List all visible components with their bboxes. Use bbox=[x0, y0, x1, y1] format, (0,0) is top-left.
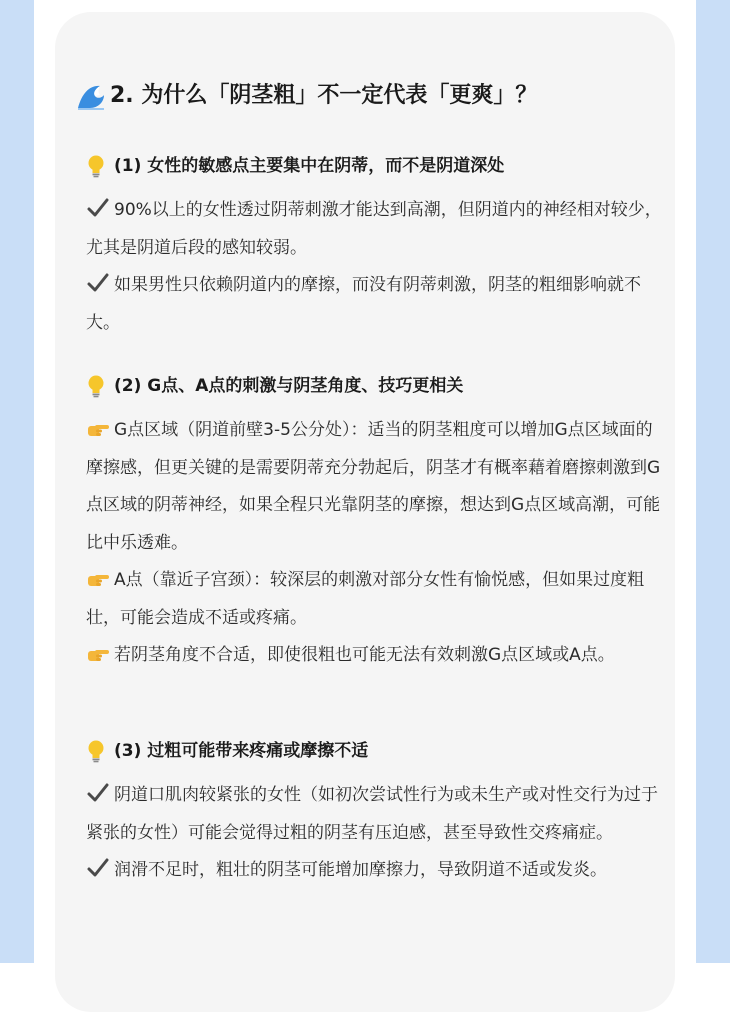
section-1-title-text: (1) 女性的敏感点主要集中在阴蒂，而不是阴道深处 bbox=[114, 156, 505, 176]
section-2-item-3-text: 若阴茎角度不合适，即使很粗也可能无法有效刺激G点区域或A点。 bbox=[114, 645, 615, 665]
pointing-hand-icon bbox=[86, 566, 112, 588]
section-3-item-2 bbox=[86, 852, 666, 890]
pointing-hand-icon bbox=[86, 641, 112, 663]
heading-text: 2. 为什么「阴茎粗」不一定代表「更爽」？ bbox=[110, 83, 538, 108]
section-3-item-1-text: 阴道口肌肉较紧张的女性（如初次尝试性行为或未生产或对性交行为过于紧张的女性）可能会觉得过粗的阴茎有压迫感，甚至导致性交疼痛症。 bbox=[86, 785, 658, 843]
section-1-item-1 bbox=[86, 192, 666, 267]
pointing-hand-icon bbox=[86, 416, 112, 438]
section-3 bbox=[86, 738, 666, 890]
section-3-item-2-text: 润滑不足时，粗壮的阴茎可能增加摩擦力，导致阴道不适或发炎。 bbox=[114, 860, 607, 880]
section-1 bbox=[86, 153, 666, 342]
section-2-item-1-text: G点区域（阴道前壁3-5公分处）：适当的阴茎粗度可以增加G点区域面的摩擦感，但更关键的是需要阴蒂充分勃起后，阴茎才有概率藉着磨擦刺激到G点区域的阴蒂神经，如果全程只光靠阴茎的摩擦，想达到G点区域高潮，可能比中乐透难。 bbox=[86, 420, 661, 553]
section-2-item-2 bbox=[86, 562, 666, 637]
lightbulb-icon bbox=[86, 739, 106, 763]
section-2-title-text: (2) G点、A点的刺激与阴茎角度、技巧更相关 bbox=[114, 376, 464, 396]
section-2-item-1 bbox=[86, 412, 666, 562]
wave-icon bbox=[76, 81, 106, 111]
section-3-title-text: (3) 过粗可能带来疼痛或摩擦不适 bbox=[114, 741, 369, 761]
right-edge-band bbox=[696, 0, 730, 963]
left-edge-band bbox=[0, 0, 34, 963]
section-2-item-3 bbox=[86, 637, 666, 675]
section-2-title bbox=[86, 373, 666, 399]
section-1-item-2-text: 如果男性只依赖阴道内的摩擦，而没有阴蒂刺激，阴茎的粗细影响就不大。 bbox=[86, 275, 641, 333]
section-3-item-1 bbox=[86, 777, 666, 852]
section-1-title bbox=[86, 153, 666, 179]
lightbulb-icon bbox=[86, 374, 106, 398]
section-2-item-2-text: A点（靠近子宫颈）：较深层的刺激对部分女性有愉悦感，但如果过度粗壮，可能会造成不适或疼痛。 bbox=[86, 570, 645, 628]
section-1-item-1-text: 90%以上的女性透过阴蒂刺激才能达到高潮，但阴道内的神经相对较少，尤其是阴道后段的感知较弱。 bbox=[86, 200, 662, 258]
checkmark-icon bbox=[86, 196, 112, 218]
checkmark-icon bbox=[86, 856, 112, 878]
section-heading bbox=[76, 80, 537, 112]
checkmark-icon bbox=[86, 781, 112, 803]
section-2 bbox=[86, 373, 666, 675]
checkmark-icon bbox=[86, 271, 112, 293]
lightbulb-icon bbox=[86, 154, 106, 178]
section-1-item-2 bbox=[86, 267, 666, 342]
section-3-title bbox=[86, 738, 666, 764]
